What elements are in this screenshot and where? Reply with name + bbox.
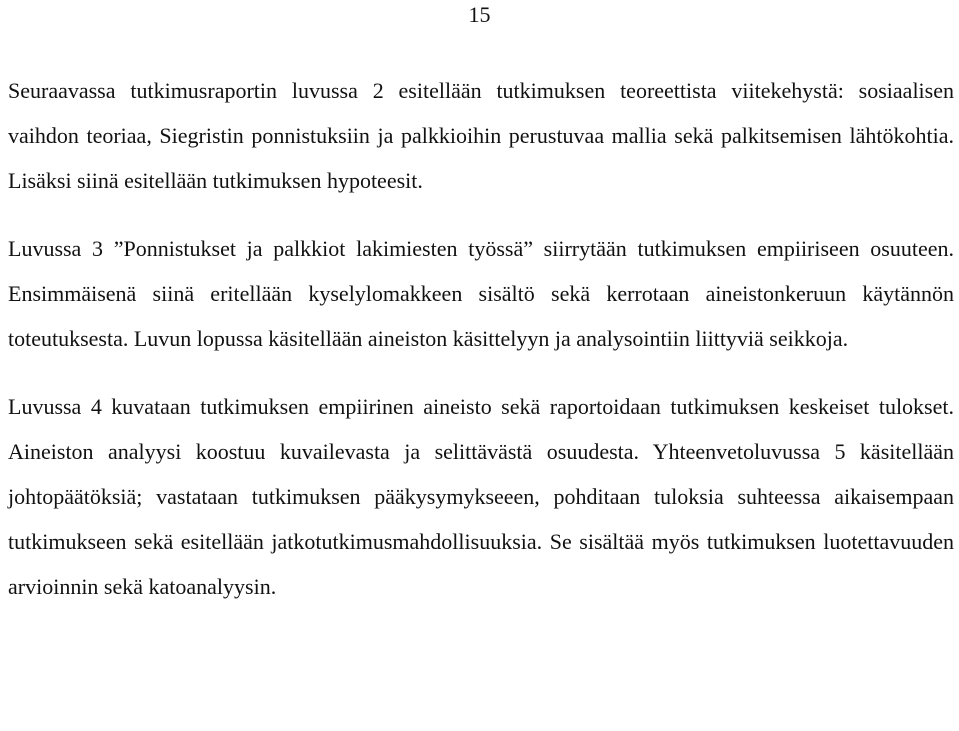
document-body	[8, 68, 954, 609]
page-number: 15	[468, 2, 491, 27]
paragraph-chapter-4-5-overview: Luvussa 4 kuvataan tutkimuksen empiirinen aineisto sekä raportoidaan tutkimuksen keskeiset tulokset. Aineiston analyysi koostuu kuvailevasta ja selittävästä osuudesta. Yhteenvetoluvussa 5 käsitellään johtopäätöksiä; vastataan tutkimuksen pääkysymykseeen, pohditaan tuloksia suhteessa aikaisempaan tutkimukseen sekä esitellään jatkotutkimusmahdollisuuksia. Se sisältää myös tutkimuksen luotettavuuden arvioinnin sekä katoanalyysin.	[8, 394, 954, 599]
paragraph-chapter-3-overview: Luvussa 3 ”Ponnistukset ja palkkiot lakimiesten työssä” siirrytään tutkimuksen empiiriseen osuuteen. Ensimmäisenä siinä eritellään kyselylomakkeen sisältö sekä kerrotaan aineistonkeruun käytännön toteutuksesta. Luvun lopussa käsitellään aineiston käsittelyyn ja analysointiin liittyviä seikkoja.	[8, 236, 954, 351]
paragraph-chapter-2-overview: Seuraavassa tutkimusraportin luvussa 2 esitellään tutkimuksen teoreettista viitekehystä: sosiaalisen vaihdon teoriaa, Siegristin ponnistuksiin ja palkkioihin perustuvaa mallia sekä palkitsemisen lähtökohtia. Lisäksi siinä esitellään tutkimuksen hypoteesit.	[8, 78, 954, 193]
